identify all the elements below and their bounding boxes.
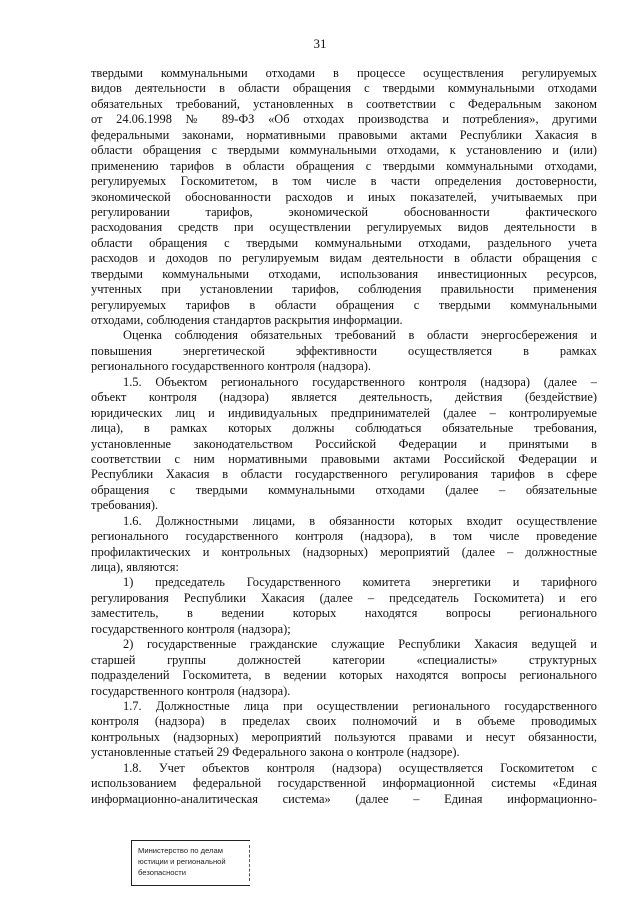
- text-line: Оценка соблюдения обязательных требований в области энергосбережения и: [123, 328, 597, 343]
- text-line: 2) государственные гражданские служащие Республики Хакасия ведущей и: [123, 637, 597, 652]
- text-line: подразделений Госкомитета, в ведении которых находятся вопросы регионального: [91, 668, 597, 683]
- text-line: контрольных (надзорных) мероприятий пользуются правами и несут обязанности,: [91, 729, 597, 744]
- text-line: регулируемых Госкомитетом, в том числе в части определения достоверности,: [91, 174, 597, 189]
- text-line: регионального государственного контроля (надзора).: [91, 359, 371, 374]
- stamp-line-3: безопасности: [138, 868, 187, 877]
- text-line: отходами, соблюдения стандартов раскрытия информации.: [91, 313, 403, 327]
- text-line: твердыми коммунальными отходами, использования инвестиционных ресурсов,: [91, 266, 597, 281]
- text-line: расходов и доходов по регулируемым видам деятельности в области обращения с: [91, 251, 597, 266]
- document-body: [91, 66, 597, 807]
- text-line: твердыми коммунальными отходами в процессе осуществления регулируемых: [91, 66, 597, 80]
- text-line: лица), являются:: [91, 560, 179, 574]
- text-line: использованием федеральной государственной информационной системы «Единая: [91, 776, 597, 791]
- text-line: установленные статьей 29 Федерального закона о контроле (надзоре).: [91, 745, 460, 760]
- text-line: обращения с твердыми коммунальными отходами (далее – обязательные: [91, 482, 597, 497]
- text-line: 1.8. Учет объектов контроля (надзора) осуществляется Госкомитетом с: [123, 760, 597, 775]
- text-line: соответствии с ним нормативными правовыми актами Российской Федерации и: [91, 451, 597, 466]
- text-line: применению тарифов в области обращения с твердыми коммунальными отходами,: [91, 158, 597, 173]
- text-line: Республики Хакасия в области государственного регулирования тарифов в сфере: [91, 467, 597, 482]
- text-line: экономической обоснованности расходов и иных показателей, учитываемых при: [91, 189, 597, 204]
- text-line: установленные законодательством Российской Федерации и принятыми в: [91, 436, 597, 451]
- text-line: профилактических и контрольных (надзорных) мероприятий (далее – должностные: [91, 544, 597, 559]
- text-line: 1.6. Должностными лицами, в обязанности которых входит осуществление: [123, 513, 597, 528]
- text-line: учтенных при установлении тарифов, соблюдения правильности применения: [91, 282, 597, 297]
- text-line: регулируемых тарифов в области обращения с твердыми коммунальными: [91, 297, 597, 312]
- text-line: регулировании тарифов, экономической обоснованности фактического: [91, 204, 597, 219]
- text-line: заместитель, в ведении которых находятся вопросы регионального: [91, 606, 597, 621]
- text-line: государственного контроля (надзора);: [91, 621, 291, 636]
- text-line: старшей группы должностей категории «специалисты» структурных: [91, 652, 597, 667]
- text-line: регулирования Республики Хакасия (далее – председатель Госкомитета) и его: [91, 590, 597, 605]
- stamp-line-2: юстиции и региональной: [138, 857, 226, 866]
- text-line: информационно-аналитическая система» (далее – Единая информационно-: [91, 791, 597, 806]
- text-line: юридических лиц и индивидуальных предпринимателей (далее – контролируемые: [91, 405, 597, 420]
- stamp-line-1: Министерство по делам: [138, 846, 223, 855]
- text-line: видов деятельности в области обращения с твердыми коммунальными отходами: [91, 81, 597, 96]
- text-line: регионального государственного контроля (надзора), в том числе проведение: [91, 529, 597, 544]
- text-line: области обращения с твердыми коммунальными отходами, к установлению и (или): [91, 143, 597, 158]
- text-line: федеральными законами, нормативными правовыми актами Республики Хакасия в: [91, 127, 597, 142]
- text-line: от 24.06.1998 № 89-ФЗ «Об отходах производства и потребления», другими: [91, 112, 597, 127]
- text-line: повышения энергетической эффективности осуществляется в рамках: [91, 343, 597, 358]
- text-line: лица), в рамках которых должны соблюдаться обязательные требования,: [91, 421, 597, 436]
- registration-stamp: [131, 840, 250, 886]
- page-number: 31: [313, 36, 327, 51]
- text-line: государственного контроля (надзора).: [91, 683, 291, 698]
- text-line: 1.7. Должностные лица при осуществлении регионального государственного: [123, 698, 597, 713]
- text-line: области обращения с твердыми коммунальными отходами, раздельного учета: [91, 235, 597, 250]
- text-line: 1.5. Объектом регионального государственного контроля (надзора) (далее –: [123, 374, 597, 389]
- text-line: обязательных требований, установленных в соответствии с Федеральным законом: [91, 96, 597, 111]
- text-line: требования).: [91, 498, 159, 513]
- text-line: контроля (надзора) в пределах своих полномочий и в объеме проводимых: [91, 714, 597, 729]
- text-line: расходования средств при осуществлении регулируемых видов деятельности в: [91, 220, 597, 235]
- text-line: объект контроля (надзора) является деятельность, действия (бездействие): [91, 390, 597, 405]
- text-line: 1) председатель Государственного комитета энергетики и тарифного: [123, 575, 597, 590]
